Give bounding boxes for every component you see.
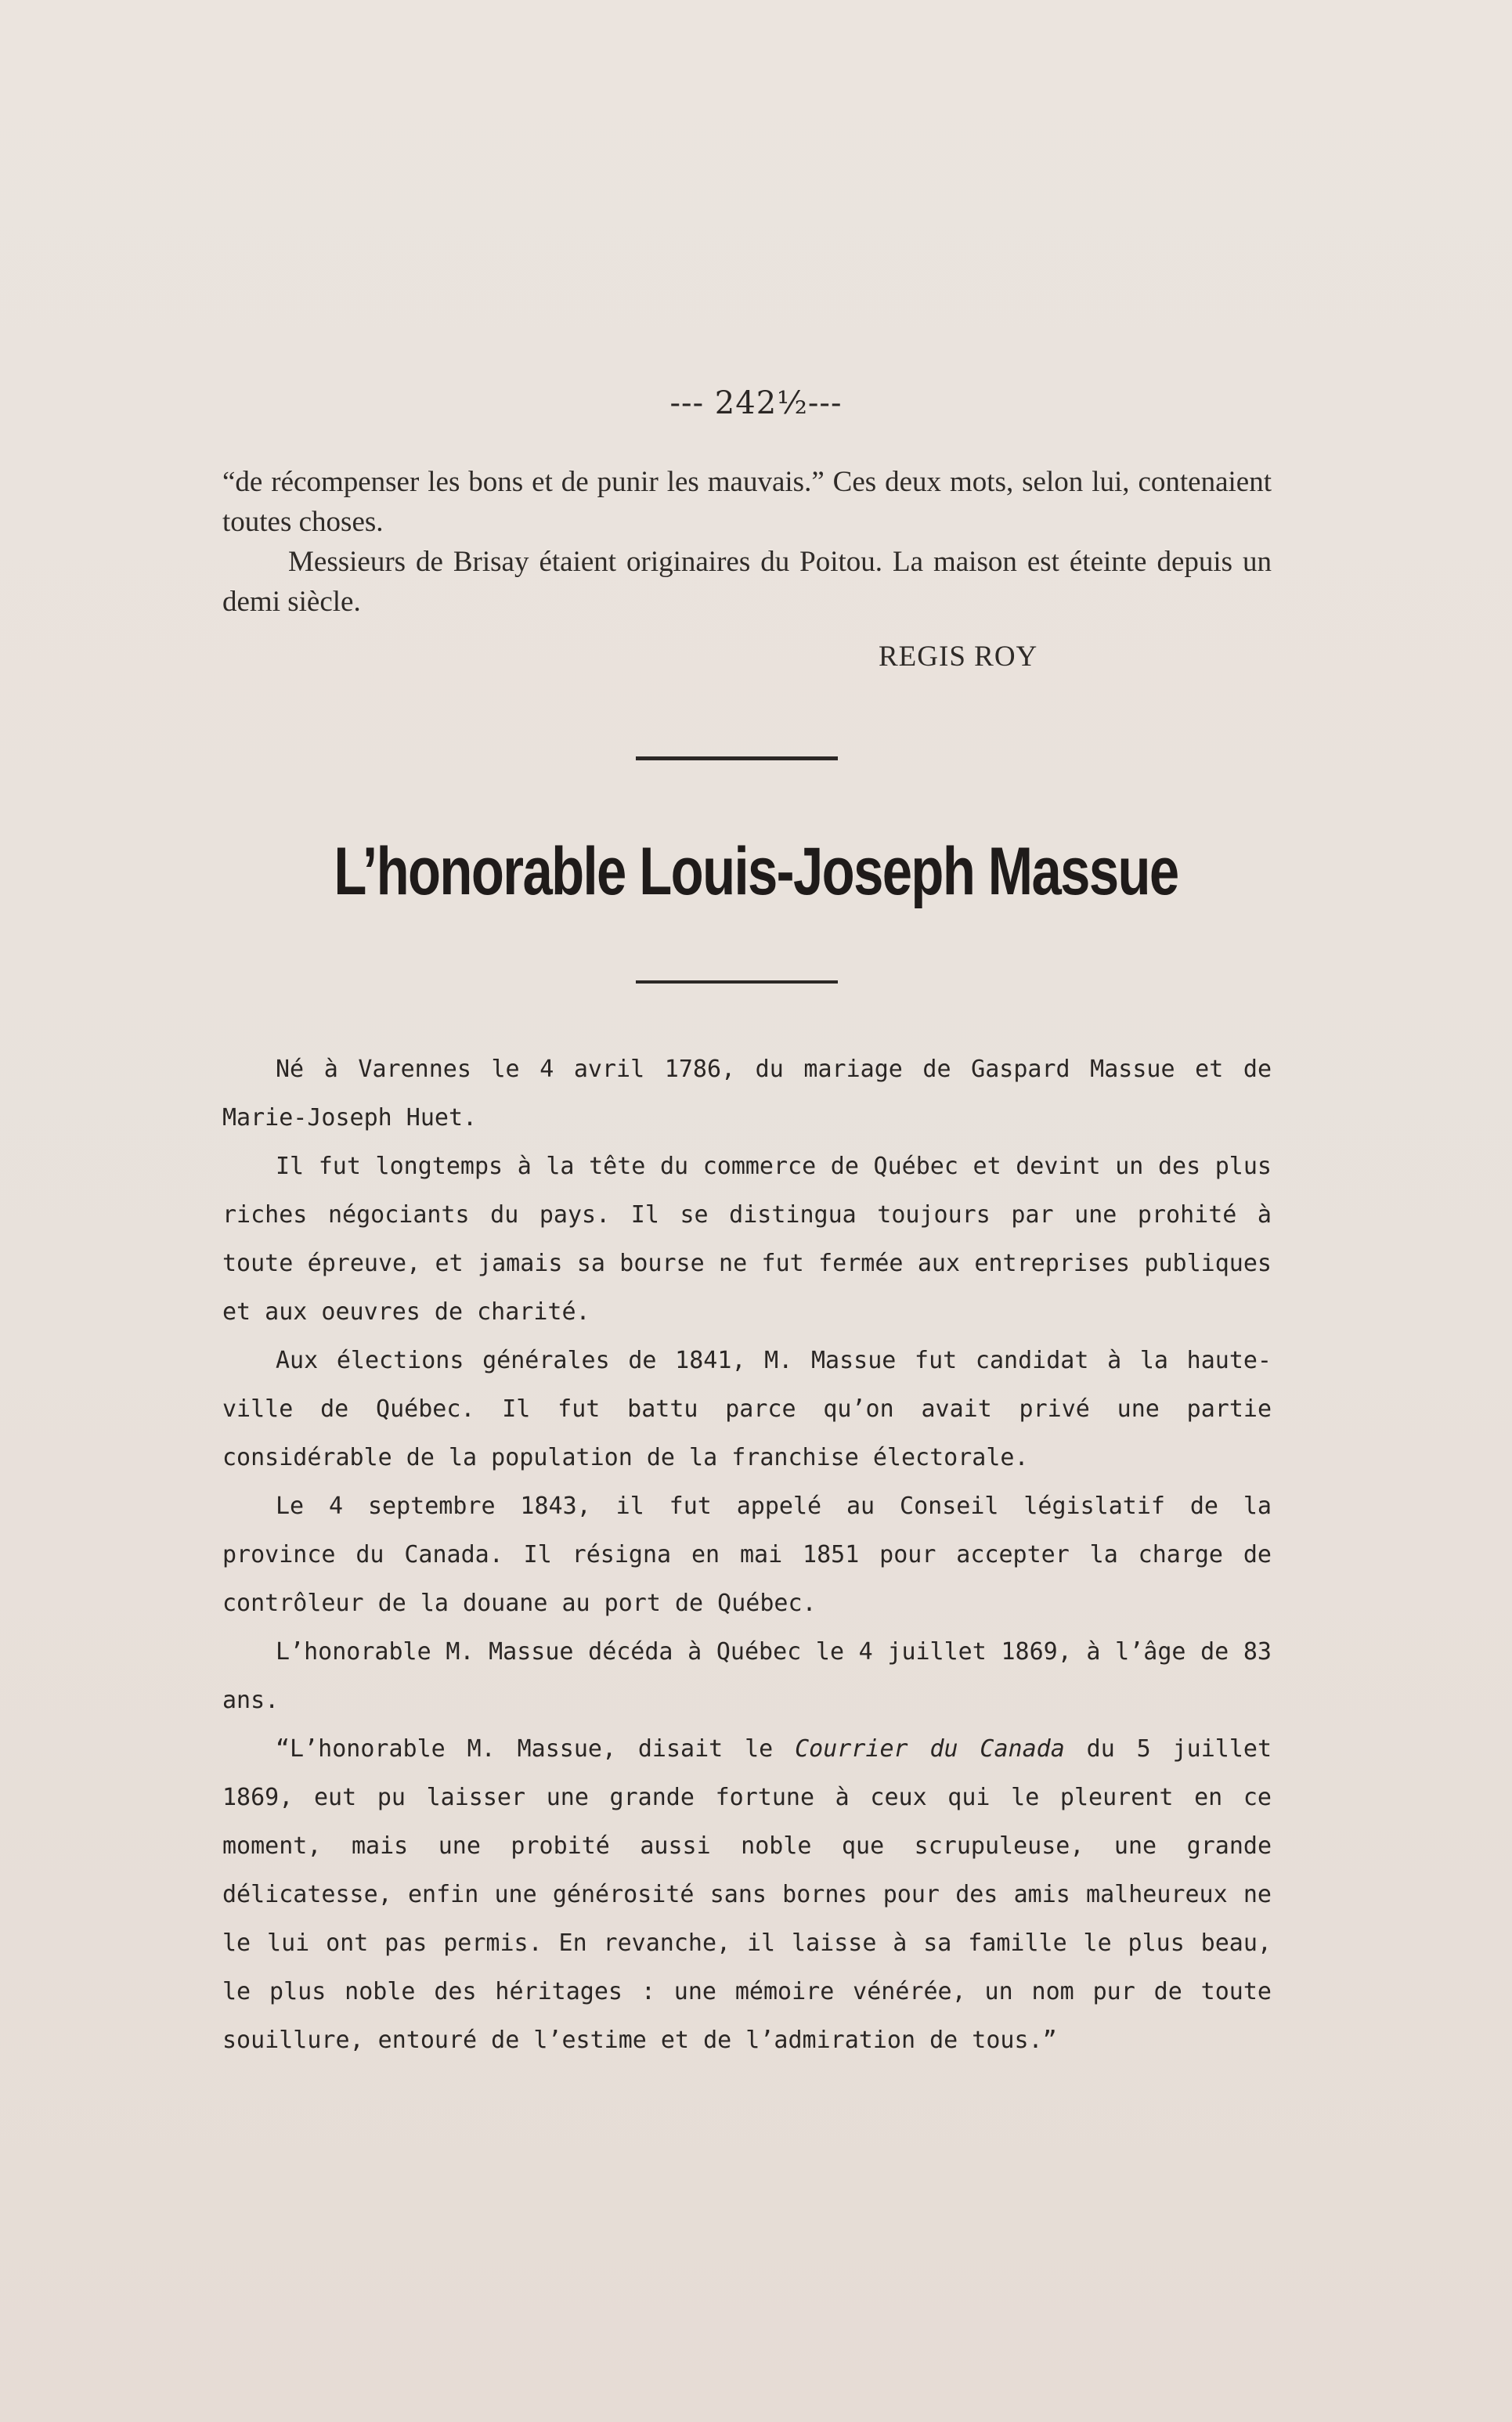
continuation-paragraph-1: “de récompenser les bons et de punir les mauvais.” Ces deux mots, selon lui, contenaient toutes choses. (222, 466, 1272, 538)
author-signature: REGIS ROY (879, 641, 1038, 673)
article-paragraph-council: Le 4 septembre 1843, il fut appelé au Conseil législatif de la province du Canada. Il résigna en mai 1851 pour accepter la charge de contrôleur de la douane au port de Québec. (222, 1493, 1272, 1617)
separator-rule-bottom (636, 980, 838, 984)
continuation-text (222, 462, 1272, 622)
quotation-text-end: du 5 juillet 1869, eut pu laisser une grande fortune à ceux qui le pleurent en ce moment, mais une probité aussi noble que scrupuleuse, une grande délicatesse, enfin une générosité sans bornes pour des amis malheureux ne le lui ont pas permis. En revanche, il laisse à sa famille le plus beau, le plus noble des héritages : une mémoire vénérée, un nom pur de toute souillure, entouré de l’estime et de l’admiration de tous.” (222, 1735, 1272, 2054)
continuation-paragraph-2: Messieurs de Brisay étaient originaires du Poitou. La maison est éteinte depuis un demi siècle. (222, 546, 1272, 618)
article-paragraph-commerce: Il fut longtemps à la tête du commerce de Québec et devint un des plus riches négociants du pays. Il se distingua toujours par une prohité à toute épreuve, et jamais sa bourse ne fut fermée aux entreprises publiques et aux oeuvres de charité. (222, 1153, 1272, 1326)
article-paragraph-birth: Né à Varennes le 4 avril 1786, du mariage de Gaspard Massue et de Marie-Joseph Huet. (222, 1056, 1272, 1132)
article-paragraph-elections: Aux élections générales de 1841, M. Massue fut candidat à la haute-ville de Québec. Il fut battu parce qu’on avait privé une partie considérable de la population de la franchise électorale. (222, 1347, 1272, 1471)
article-body (222, 1045, 1272, 2065)
newspaper-title: Courrier du Canada (795, 1735, 1065, 1763)
article-paragraph-quotation (222, 1725, 1272, 2065)
page-number: --- 242½--- (669, 385, 843, 421)
article-title: L’honorable Louis-Joseph Massue (334, 834, 1178, 909)
separator-rule-top (636, 756, 838, 760)
article-paragraph-death: L’honorable M. Massue décéda à Québec le 4 juillet 1869, à l’âge de 83 ans. (222, 1638, 1272, 1714)
quotation-text-start: “L’honorable M. Massue, disait le (276, 1735, 796, 1763)
